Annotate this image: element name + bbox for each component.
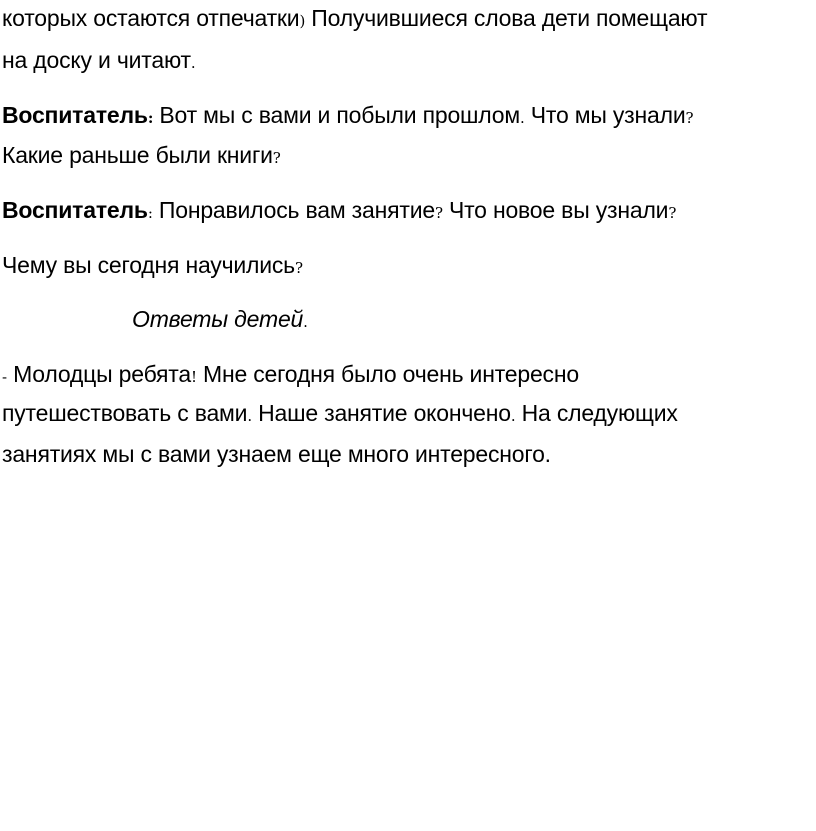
text: на доску и читают (2, 47, 191, 73)
paragraph-1-line-1 (2, 3, 707, 36)
speaker-label: Воспитатель (2, 197, 148, 223)
punctuation: ? (434, 204, 443, 222)
paragraph-6-line-1 (2, 359, 579, 392)
text: Что новое вы узнали (442, 197, 669, 223)
paragraph-4-line-1 (2, 250, 303, 283)
paragraph-5-line-1 (132, 304, 308, 337)
punctuation: . (303, 313, 308, 331)
punctuation: ) (299, 12, 306, 30)
text: Ответы детей (132, 306, 304, 332)
text: Получившиеся слова дети помещают (305, 5, 708, 31)
speaker-label: Воспитатель (2, 102, 148, 128)
text: которых остаются отпечатки (2, 5, 300, 31)
text: занятиях мы с вами узнаем еще много интересного. (2, 441, 551, 467)
text: Какие раньше были книги (2, 142, 273, 168)
punctuation: . (190, 54, 196, 72)
punctuation: . (519, 109, 525, 127)
text: Понравилось вам занятие (152, 197, 435, 223)
paragraph-6-line-2 (2, 398, 678, 431)
punctuation: ? (272, 149, 281, 167)
punctuation: - (2, 368, 7, 386)
text: путешествовать с вами (2, 400, 248, 426)
paragraph-1-line-2 (2, 45, 195, 78)
punctuation: ? (668, 204, 677, 222)
text: Что мы узнали (524, 102, 686, 128)
text: Мне сегодня было очень интересно (196, 361, 579, 387)
punctuation: ? (685, 109, 694, 127)
text: На следующих (515, 400, 678, 426)
paragraph-2-line-2 (2, 140, 281, 173)
text: Наше занятие окончено (251, 400, 511, 426)
text: Молодцы ребята (6, 361, 191, 387)
punctuation: : (147, 109, 154, 127)
paragraph-3-line-1 (2, 195, 676, 228)
punctuation: : (147, 204, 153, 222)
paragraph-2-line-1 (2, 100, 693, 133)
punctuation: . (247, 407, 252, 425)
punctuation: ! (190, 368, 197, 386)
text: Вот мы с вами и побыли прошлом (153, 102, 520, 128)
punctuation: ? (294, 259, 303, 277)
text: Чему вы сегодня научились (2, 252, 295, 278)
punctuation: . (510, 407, 516, 425)
paragraph-6-line-3 (2, 439, 551, 469)
